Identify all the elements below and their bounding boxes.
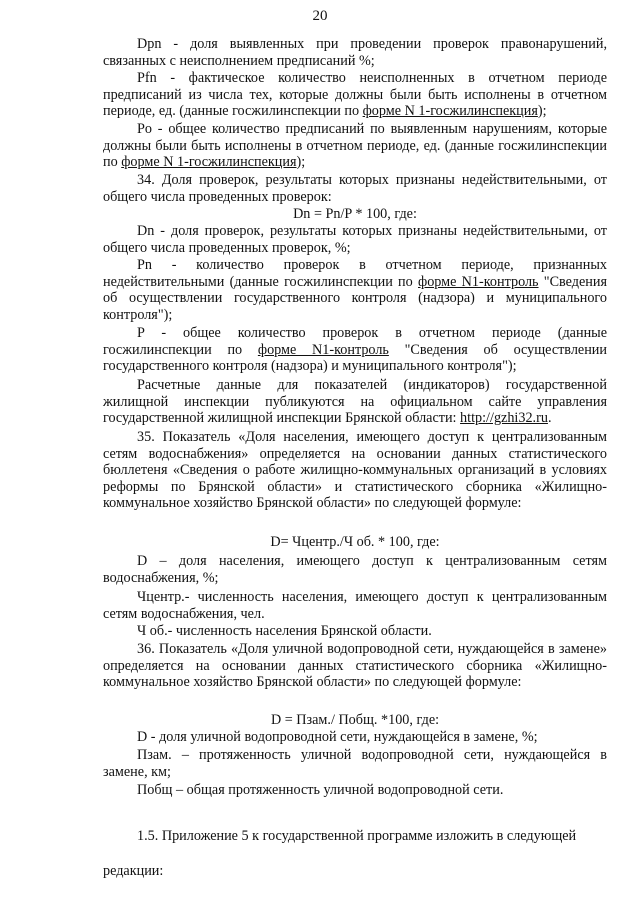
paragraph-d-network: D - доля уличной водопроводной сети, нуждающейся в замене, %; bbox=[137, 729, 538, 745]
paragraph-po-end: ); bbox=[296, 154, 306, 171]
paragraph-34: 34. Доля проверок, результаты которых признаны недействительными, от общего числа проведенных проверок: bbox=[103, 172, 607, 205]
paragraph-d-water: D – доля населения, имеющего доступ к централизованным сетям водоснабжения, %; bbox=[103, 553, 607, 586]
form-link[interactable]: форме N 1-госжилинспекция bbox=[362, 103, 538, 120]
paragraph-35: 35. Показатель «Доля населения, имеющего доступ к централизованным сетям водоснабжения» определяется на основании данных статистического бюллетеня «Сведения о работе жилищно-коммунальных организаций в условиях реформы по Брянской области» и статистического сборника «Жилищно-коммунальное хозяйство Брянской области» по следующей формуле: bbox=[103, 429, 607, 512]
paragraph-pn bbox=[103, 257, 607, 323]
site-link[interactable]: http://gzhi32.ru bbox=[460, 410, 548, 427]
paragraph-site bbox=[103, 377, 607, 427]
page-number: 20 bbox=[312, 8, 328, 24]
paragraph-po bbox=[103, 121, 607, 171]
paragraph-chob: Ч об.- численность населения Брянской области. bbox=[137, 623, 432, 639]
paragraph-1-5: 1.5. Приложение 5 к государственной программе изложить в следующей bbox=[137, 828, 577, 844]
paragraph-pn-end: "Сведения об осуществлении государственного контроля (надзора) и муниципального контроля"); bbox=[103, 273, 607, 323]
paragraph-site-text: Расчетные данные для показателей (индикаторов) государственной жилищной инспекции публикуются на официальном сайте управления государственной жилищной инспекции Брянской области: bbox=[103, 377, 607, 427]
paragraph-pfn-text: Pfn - фактическое количество неисполненных в отчетном периоде предписаний из числа тех, которые должны были быть исполнены в отчетном периоде, ед. (данные госжилинспекции по bbox=[103, 70, 607, 120]
paragraph-pn-text: Pn - количество проверок в отчетном периоде, признанных недействительными (данные госжилинспекции по bbox=[103, 257, 607, 290]
paragraph-pzam: Пзам. – протяженность уличной водопроводной сети, нуждающейся в замене, км; bbox=[103, 747, 607, 780]
paragraph-site-end: . bbox=[547, 410, 552, 427]
paragraph-pfn bbox=[103, 70, 607, 120]
paragraph-36: 36. Показатель «Доля уличной водопроводной сети, нуждающейся в замене» определяется на основании данных статистического сборника «Жилищно-коммунальное хозяйство Брянской области» по следующей формуле: bbox=[103, 641, 607, 691]
paragraph-p-end: "Сведения об осуществлении государственного контроля (надзора) и муниципального контроля"); bbox=[103, 341, 607, 375]
paragraph-dpn: Dpn - доля выявленных при проведении проверок правонарушений, связанных с неисполнением предписаний %; bbox=[103, 36, 607, 69]
paragraph-po-text: Po - общее количество предписаний по выявленным нарушениям, которые должны были быть исполнены в отчетном периоде, ед. (данные госжилинспекции по bbox=[103, 121, 607, 171]
paragraph-pfn-end: ); bbox=[537, 103, 547, 120]
paragraph-dn: Dn - доля проверок, результаты которых признаны недействительными, от общего числа проведенных проверок, %; bbox=[103, 223, 607, 256]
form-link[interactable]: форме N 1-госжилинспекция bbox=[121, 154, 297, 171]
formula-dn: Dn = Pn/P * 100, где: bbox=[293, 206, 417, 222]
paragraph-p-text: P - общее количество проверок в отчетном периоде (данные госжилинспекции по bbox=[103, 325, 607, 358]
paragraph-p bbox=[103, 325, 607, 375]
form-link[interactable]: форме N1-контроль bbox=[418, 273, 539, 290]
formula-d-water: D= Чцентр./Ч об. * 100, где: bbox=[270, 534, 440, 550]
paragraph-pobsch: Побщ – общая протяженность уличной водопроводной сети. bbox=[137, 782, 504, 798]
form-link[interactable]: форме N1-контроль bbox=[257, 341, 389, 358]
paragraph-chcentr: Чцентр.- численность населения, имеющего доступ к централизованным сетям водоснабжения, чел. bbox=[103, 589, 607, 622]
paragraph-1-5-end: редакции: bbox=[103, 863, 164, 879]
formula-d-network: D = Пзам./ Побщ. *100, где: bbox=[270, 712, 440, 728]
